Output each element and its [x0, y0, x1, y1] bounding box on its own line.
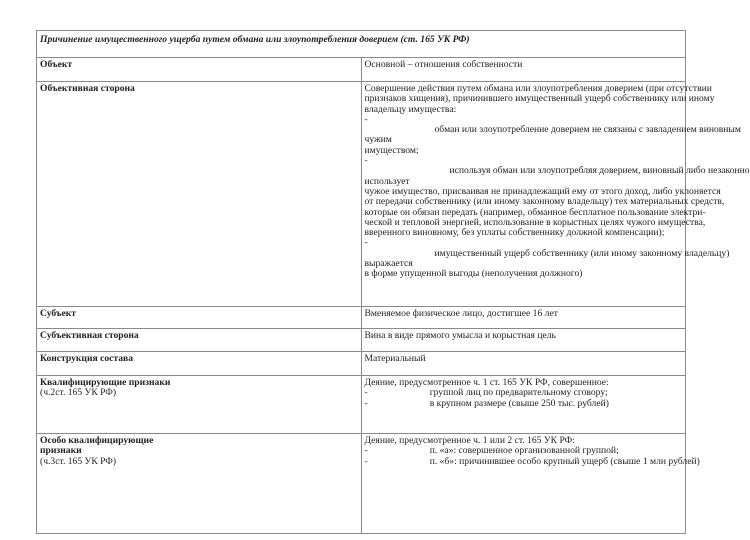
- objective-line: используя обман или злоупотребляя доверием, виновный либо незаконно: [449, 165, 750, 177]
- objective-line: ческой и тепловой энергией, использование в корыстных целях чужого имущества,: [364, 216, 706, 228]
- objective-line: использует: [364, 175, 410, 187]
- objective-line: владельцу имущества:: [364, 103, 457, 115]
- qualifying-label: Квалифицирующие признаки: [40, 377, 171, 388]
- objective-side-value: [361, 82, 750, 307]
- especially-item: [364, 455, 700, 467]
- objective-line: которые он обязан передать (например, обманное бесплатное пользование электри-: [364, 206, 706, 218]
- objective-dash: -: [364, 113, 368, 125]
- especially-label: Особо квалифицирующие: [40, 435, 154, 446]
- article-165-table: [36, 30, 750, 534]
- objective-line: в форме упущенной выгоды (неполучения должного): [364, 268, 583, 280]
- objective-line: признаков хищения), причинившего имущественный ущерб собственнику или иному: [364, 93, 715, 105]
- objective-line: вверенного виновному, без уплаты собственнику должной компенсации);: [364, 227, 665, 239]
- qualifying-intro: Деяние, предусмотренное ч. 1 ст. 165 УК РФ, совершенное:: [364, 377, 609, 388]
- object-label: Объект: [37, 58, 362, 82]
- qualifying-note: (ч.2ст. 165 УК РФ): [40, 387, 117, 399]
- article-165-table-frame: [36, 30, 750, 540]
- qualifying-label-cell: [37, 376, 362, 434]
- object-row: [37, 58, 686, 82]
- item-text: группой лиц по предварительному сговору;: [429, 387, 608, 399]
- subjective-side-value: Вина в виде прямого умысла и корыстная цель: [361, 329, 686, 352]
- especially-note: (ч.3ст. 165 УК РФ): [40, 455, 117, 467]
- objective-line: обман или злоупотребление доверием не связаны с завладением виновным: [434, 124, 741, 136]
- item-text: п. «а»: совершенное организованной группой;: [429, 445, 619, 457]
- especially-intro: Деяние, предусмотренное ч. 1 или 2 ст. 165 УК РФ:: [364, 435, 575, 446]
- objective-line: от передачи собственнику (или иному законному владельцу) тех материальных средств,: [364, 196, 725, 208]
- objective-line: имуществом;: [364, 144, 419, 156]
- objective-line: имущественный ущерб собственнику (или иному законному владельцу): [434, 247, 730, 259]
- subject-value: Вменяемое физическое лицо, достигшее 16 лет: [361, 307, 686, 329]
- item-dash: -: [364, 387, 368, 399]
- qualifying-item: [365, 399, 683, 409]
- objective-line: Совершение действия путем обмана или злоупотребления доверием (при отсутствии: [364, 83, 712, 94]
- objective-dash: -: [364, 155, 368, 167]
- objective-line: выражается: [364, 258, 413, 270]
- qualifying-value: [361, 376, 686, 434]
- objective-side-label: Объективная сторона: [37, 82, 362, 307]
- item-dash: -: [364, 397, 368, 409]
- item-dash: -: [364, 445, 368, 457]
- subject-row: [37, 307, 686, 329]
- especially-value: [361, 434, 700, 534]
- title-row: [37, 31, 686, 58]
- objective-dash: -: [364, 237, 368, 249]
- objective-line: чужим: [364, 134, 392, 146]
- qualifying-row: [37, 376, 686, 434]
- objective-line: чужое имущество, присваивая не принадлежащий ему от этого доход, либо уклоняется: [364, 185, 721, 197]
- subjective-side-label: Субъективная сторона: [37, 329, 362, 352]
- especially-label-cell: [37, 434, 362, 534]
- item-dash: -: [364, 455, 368, 467]
- especially-label: признаки: [40, 445, 82, 457]
- table-title: Причинение имущественного ущерба путем обмана или злоупотребления доверием (ст. 165 УК РФ): [37, 31, 686, 58]
- construction-row: [37, 352, 686, 376]
- item-text: в крупном размере (свыше 250 тыс. рублей): [429, 397, 609, 409]
- subject-label: Субъект: [37, 307, 362, 329]
- subjective-side-row: [37, 329, 686, 352]
- construction-label: Конструкция состава: [37, 352, 362, 376]
- object-value: Основной – отношения собственности: [361, 58, 686, 82]
- construction-value: Материальный: [361, 352, 686, 376]
- objective-side-row: [37, 82, 686, 307]
- especially-qualifying-row: [37, 434, 686, 534]
- item-text: п. «б»: причинившее особо крупный ущерб (свыше 1 млн рублей): [429, 455, 700, 467]
